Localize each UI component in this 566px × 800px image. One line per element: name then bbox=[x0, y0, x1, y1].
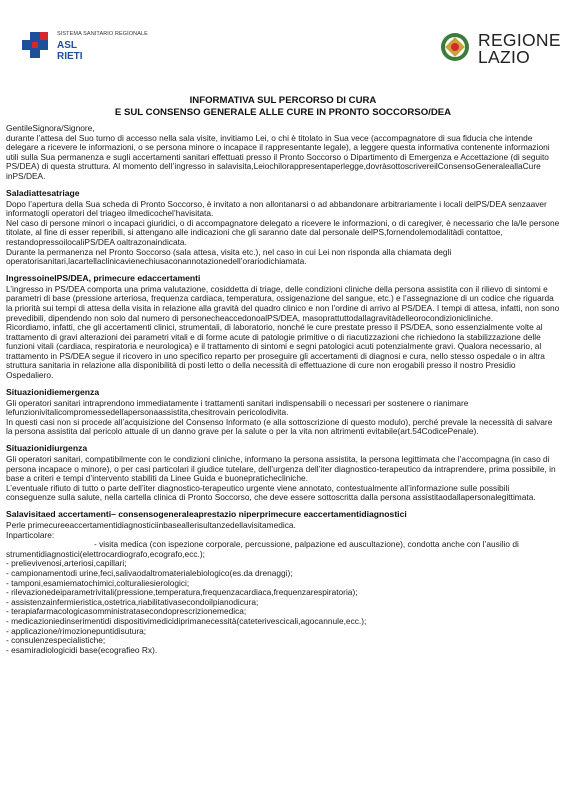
emergenza-paragraph-2: In questi casi non si procede all’acquisizione del Consenso Informato (e alla sottoscrizione di questo modulo), perché prevale la necessità di salvare la persona assistita dal pericolo attuale di un danno grave per la salute o per la vita non altrimenti evitabile(art.54CodicePenale). bbox=[6, 416, 553, 437]
visita-first-item-cont: strumentidiagnostici(elettrocardiografo,ecografo,ecc.); bbox=[6, 548, 205, 559]
list-item: - terapiafarmacologicasomministratasecondoprescrizionemedica; bbox=[6, 606, 247, 617]
asl-name-line1: ASL bbox=[57, 40, 77, 51]
asl-system-label: SISTEMA SANITARIO REGIONALE bbox=[57, 31, 148, 37]
list-item: - medicazioniedinserimentidi dispositivimedicidiprimanecessità(cateterivescicali,agocannule,ecc.); bbox=[6, 615, 367, 626]
ingresso-paragraph-1: L’ingresso in PS/DEA comporta una prima valutazione, cosiddetta di triage, delle condizioni cliniche della persona assistita con il rilievo di sintomi e parametri di base (pressione arteriosa, frequenza cardiaca, temperatura, ossigenazione del sangue, etc.) e l’assegnazione di un codice che riguarda la priorità sui tempi di attesa della visita in relazione alla gravità del quadro clinico e non l’ordine di arrivo al PS/DEA. I tempi di attesa, infatti, non sono prevedibili, dipendendo non solo dal numero di personecheaccedonoalPS/DEA, masoprattuttodallagravitàdelleorocondizionicliniche. bbox=[6, 283, 560, 323]
document-title bbox=[0, 95, 566, 118]
section-title-attesa: Saladiattesatriage bbox=[6, 187, 80, 198]
region-line1: REGIONE bbox=[478, 30, 561, 50]
regione-lazio-name bbox=[478, 32, 561, 66]
title-line1: INFORMATIVA SUL PERCORSO DI CURA bbox=[189, 95, 377, 106]
list-item: - esamiradiologicidi base(ecografieo Rx). bbox=[6, 644, 158, 655]
regione-lazio-seal-icon bbox=[440, 32, 470, 62]
list-item: - prelievivenosi,arteriosi,capillari; bbox=[6, 558, 127, 569]
visita-paragraph-2: Inparticolare: bbox=[6, 529, 55, 540]
region-line2: LAZIO bbox=[478, 47, 531, 67]
list-item: - assistenzainfermieristica,ostetrica,riabilitativasecondoilpianodicura; bbox=[6, 596, 259, 607]
attesa-paragraph-1: Dopo l’apertura della Sua scheda di Pronto Soccorso, è invitato a non allontanarsi o ad abbandonare arbitrariamente i locali delPS/DEA senzaaver informatogli operatori del triageo ilmedicochel’havisitata. bbox=[6, 198, 547, 219]
list-item: - tamponi,esamiematochimici,colturaliesierologici; bbox=[6, 577, 190, 588]
attesa-paragraph-3: Durante la permanenza nel Pronto Soccorso (sala attesa, visita etc.), nel caso in cui Lei non risponda alla chiamata degli operatorisanitari,lacartellaclinicavienechiusaconannotazionedell’orariodichiamata. bbox=[6, 246, 452, 267]
section-title-visita: Salavisitaed accertamenti– consensogeneraleaprestazio niperprimecure eaccertamentidiagnostici bbox=[6, 509, 407, 519]
salutation: GentileSignora/Signore, bbox=[6, 123, 95, 133]
section-title-emergenza: Situazionidiemergenza bbox=[6, 386, 100, 397]
list-item: - applicazione/rimozionepuntidisutura; bbox=[6, 625, 147, 636]
urgenza-paragraph-1: Gli operatori sanitari, compatibilmente con le condizioni cliniche, informano la persona assistita, la persona legittimata che l’accompagna (in caso di persona incapace o minore), o per casi particolari il giudice tutelare, dell’urgenza dell’iter diagnostico-terapeutico da intraprendere, prima possibile, in base a criteri e tempi d’intervento stabiliti da Linee Guida e buonepratichecliniche. bbox=[6, 454, 556, 484]
document-body bbox=[6, 124, 560, 655]
section-title-urgenza: Situazionidiurgenza bbox=[6, 443, 88, 454]
list-item: - consulenzespecialistiche; bbox=[6, 635, 106, 646]
ingresso-paragraph-2: Ricordiamo, infatti, che gli accertamenti clinici, strumentali, di laboratorio, nonché le cure prestate presso il PS/DEA, sono essenzialmente volte al trattamento di gravi alterazioni dei parametri vitali e di forme acute di patologie primitive o di riacutizzazioni che richiedono la stabilizzazione delle funzioni vitali (cardiaca, respiratoria e neurologica) e il trattamento di sintomi e segni patologici acuti potenzialmente gravi. Qualora necessario, al trattamento in PS/DEA segue il ricovero in uno specifico reparto per proseguire gli accertamenti di diagnosi e cura, nello stesso ospedale o in altra struttura sanitaria in relazione alla disponibilità di posti letto o della necessità di effettuazione di cure non erogabili presso il nostro Presidio Ospedaliero. bbox=[6, 322, 545, 381]
visita-paragraph-1: Perle primecureeaccertamentidiagnosticiinbaseallerisultanzedellavisitamedica. bbox=[6, 520, 296, 530]
title-line2: E SUL CONSENSO GENERALE ALLE CURE IN PRONTO SOCCORSO/DEA bbox=[114, 106, 452, 118]
page-header bbox=[0, 0, 566, 92]
asl-name-line2: RIETI bbox=[57, 51, 83, 62]
section-title-ingresso: IngressoinelPS/DEA, primecure edaccertamenti bbox=[6, 272, 201, 283]
list-item: - rilevazionedeiparametrivitali(pressione,temperatura,frequenzacardiaca,frequenzarespiratoria); bbox=[6, 587, 358, 598]
visita-first-item: - visita medica (con ispezione corporale, percussione, palpazione ed auscultazione), condotta anche con l’ausilio di bbox=[94, 539, 519, 550]
list-item: - campionamentodi urine,feci,salivaodaltromaterialebiologico(es.da drenaggi); bbox=[6, 567, 293, 578]
emergenza-paragraph-1: Gli operatori sanitari intraprendono immediatamente i trattamenti sanitari indispensabili o necessari per sostenere o rianimare lefunzionivitalicompromessedellapersonaassistita,chesitrovain pericolodivita. bbox=[6, 397, 469, 418]
prestazioni-list bbox=[6, 559, 560, 655]
asl-name bbox=[57, 40, 83, 62]
intro-paragraph: durante l’attesa del Suo turno di accesso nella sala visite, invitiamo Lei, o chi è titolato in Sua vece (accompagnatore di sua fiducia che intende delegare a ricevere le informazioni, o se persona minore o incapace il rappresentante legale), a leggere questa informativa contenente informazioni utili sulla Sua permanenza e sugli accertamenti sanitari effettuati presso il Pronto Soccorso o Dipartimento di Emergenza e Accettazione (di seguito PS/DEA) di questa struttura. Al momento dell’ingresso in salavisita,Leiochilorappresentaperlegge,dovràsottoscrivereilConsensoGeneraleallaCure inPS/DEA. bbox=[6, 132, 550, 181]
asl-cross-logo-icon bbox=[20, 30, 50, 60]
urgenza-paragraph-2: L’eventuale rifiuto di tutto o parte dell’iter diagnostico-terapeutico urgente viene annotato, contestualmente all’informazione sulle possibili conseguenze sulla salute, nella cartella clinica di Pronto Soccorso, che deve essere sottoscritta dalla persona assistitaodallapersonalegittimata. bbox=[6, 482, 536, 503]
attesa-paragraph-2: Nel caso di persone minori o incapaci giuridici, o di accompagnatore delegato a ricevere le informazioni, o di caregiver, è necessario che la/le persone titolate, al fine di esser reperibili, si attengano alle indicazioni che gli saranno date dal personale delPS,fornendolemodalitàdi contattoe, restandopressoilocaliPS/DEA oaltrazonaindicata. bbox=[6, 217, 560, 247]
